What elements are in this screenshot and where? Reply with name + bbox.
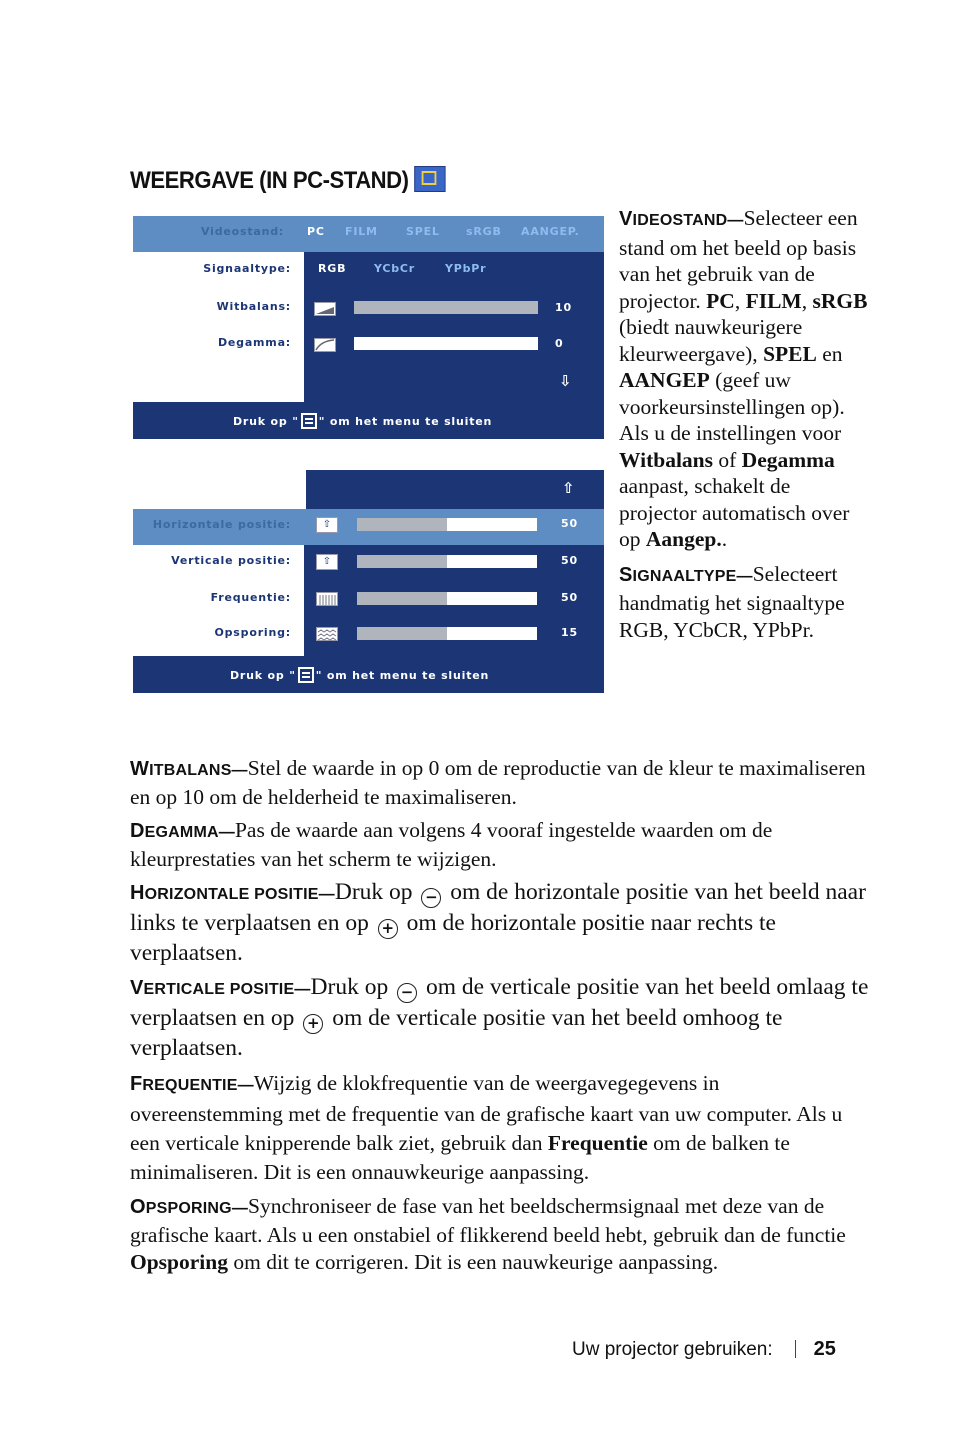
osd1-values-panel [304, 252, 604, 402]
opsporing-paragraph [130, 1193, 870, 1276]
signal-option-ypbpr[interactable]: YPbPr [445, 262, 487, 275]
opsporing-slider[interactable] [357, 627, 537, 640]
freq-bold: Frequentie [547, 1131, 648, 1155]
witbalans-term: WITBALANS— [130, 758, 248, 780]
opsporing-label: Opsporing: [214, 626, 291, 639]
spel-term: SPEL [763, 341, 817, 366]
aangep-note: (geef uw voorkeursinstellingen op). Als u de instellingen voor [619, 368, 845, 445]
signaaltype-paragraph [619, 561, 869, 644]
ops-term: OPSPORING— [130, 1196, 249, 1218]
page-footer [572, 1338, 836, 1361]
horizontale-positie-value: 50 [561, 517, 578, 530]
degamma-term-inline: Degamma [741, 447, 835, 472]
verticale-positie-paragraph [130, 973, 870, 1063]
degamma-icon [314, 338, 336, 352]
degamma-value: 0 [555, 337, 564, 350]
horizontale-positie-paragraph [130, 878, 870, 968]
horizontal-position-icon: ⇧ [316, 517, 338, 533]
frequentie-slider[interactable] [357, 592, 537, 605]
videostand-label: Videostand: [201, 225, 285, 238]
frequentie-fill [357, 592, 447, 605]
frequentie-paragraph [130, 1069, 870, 1187]
aangep-term: AANGEP [619, 368, 710, 392]
witbalans-value: 10 [555, 301, 572, 314]
videostand-text: Selecteer een stand om het beeld op basis van het gebruik van de projector. [619, 206, 858, 313]
witbalans-term-inline: Witbalans [619, 447, 713, 472]
videostand-term: VIDEOSTAND— [619, 208, 744, 230]
tab-srgb[interactable]: sRGB [466, 225, 502, 238]
signaaltype-text: Selecteert handmatig het signaaltype RGB, YCbCR, YPbPr. [619, 561, 845, 642]
freq-term: FREQUENTIE— [130, 1073, 254, 1095]
ops-text-b: om dit te corrigeren. Dit is een nauwkeurige aanpassing. [227, 1250, 719, 1274]
freq-text-a: Wijzig de klokfrequentie van de weergavegegevens in overeenstemming met de frequentie van de grafische kaart van uw computer. Als u een verticale knipperende balk ziet, gebruik dan [130, 1071, 843, 1155]
heading-text: WEERGAVE (IN PC-STAND) [130, 167, 409, 194]
osd1-footer [133, 402, 604, 439]
osd2-footer [133, 656, 604, 693]
degamma-slider[interactable] [354, 337, 538, 350]
plus-button-icon: + [378, 919, 398, 939]
footer-section-title: Uw projector gebruiken: [572, 1339, 773, 1360]
verticale-positie-fill [357, 555, 447, 568]
vertical-position-icon: ⇧ [316, 554, 338, 570]
vpos-term: VERTICALE POSITIE— [130, 977, 311, 999]
film-term: FILM [745, 288, 802, 313]
osd1-labels-panel [133, 252, 304, 402]
plus-button-icon: + [303, 1014, 323, 1034]
signal-option-ycbcr[interactable]: YCbCr [374, 262, 416, 275]
opsporing-value: 15 [561, 626, 578, 639]
tab-aangep[interactable]: AANGEP. [521, 225, 580, 238]
degamma-label: Degamma: [217, 336, 291, 349]
degamma-paragraph [130, 817, 870, 873]
osd1-footer-text [233, 413, 492, 429]
pc-term: PC [706, 288, 735, 313]
menu-icon [298, 667, 314, 683]
hpos-text-c: om de horizontale positie naar rechts te verplaatsen. [130, 910, 776, 966]
period: . [721, 527, 728, 551]
minus-button-icon: − [397, 983, 417, 1003]
ops-bold: Opsporing [130, 1250, 228, 1274]
page-heading [130, 166, 445, 195]
degamma-text: Pas de waarde aan volgens 4 vooraf ingestelde waarden om de kleurprestaties van het scherm te wijzigen. [130, 818, 773, 871]
vpos-text-a: Druk op [310, 974, 395, 1000]
footer-pre: Druk op " [233, 415, 299, 428]
witbalans-paragraph [130, 755, 870, 811]
horizontale-positie-label: Horizontale positie: [152, 518, 291, 531]
minus-button-icon: − [421, 888, 441, 908]
display-settings-icon [414, 166, 445, 192]
signaaltype-term: SIGNAALTYPE— [619, 563, 753, 586]
osd2-top-bar [306, 470, 604, 509]
footer-post: " om het menu te sluiten [315, 669, 490, 682]
osd2-footer-text [230, 667, 489, 683]
tab-pc[interactable]: PC [307, 225, 325, 238]
verticale-positie-label: Verticale positie: [171, 554, 291, 567]
vpos-text-b: om de verticale positie van het beeld omlaag te verplaatsen en op [130, 974, 869, 1031]
hpos-term: HORIZONTALE POSITIE— [130, 882, 335, 904]
vpos-text-c: om de verticale positie van het beeld omhoog te verplaatsen. [130, 1005, 783, 1061]
signal-option-rgb[interactable]: RGB [318, 262, 347, 275]
opsporing-fill [357, 627, 447, 640]
tab-spel[interactable]: SPEL [406, 225, 440, 238]
frequentie-label: Frequentie: [210, 591, 291, 604]
srgb-note: (biedt nauwkeurigere kleurweergave), [619, 315, 803, 366]
hpos-text-a: Druk op [334, 879, 419, 905]
witbalans-text: Stel de waarde in op 0 om de reproductie van de kleur te maximaliseren en op 10 om de helderheid te maximaliseren. [130, 756, 866, 809]
hpos-text-b: om de horizontale positie van het beeld naar links te verplaatsen en op [130, 879, 866, 936]
side-description [619, 205, 869, 643]
witbalans-label: Witbalans: [216, 300, 291, 313]
horizontale-positie-fill [357, 518, 447, 531]
osd-videostand-bar [133, 216, 604, 252]
freq-text-b: om de balken te minimaliseren. Dit is een onnauwkeurige aanpassing. [130, 1131, 790, 1184]
witbalans-slider-fill [354, 301, 538, 314]
verticale-positie-slider[interactable] [357, 555, 537, 568]
tracking-icon [316, 627, 338, 641]
witbalans-slider[interactable] [354, 301, 538, 314]
signaaltype-label: Signaaltype: [203, 262, 291, 275]
tail-text: aanpast, schakelt de projector automatisch over op [619, 474, 850, 551]
footer-pre: Druk op " [230, 669, 296, 682]
scroll-down-icon[interactable]: ⇩ [559, 372, 573, 390]
srgb-term: sRGB [812, 288, 868, 313]
scroll-up-icon[interactable]: ⇧ [562, 479, 576, 497]
witbalans-icon [314, 302, 336, 316]
degamma-term: DEGAMMA— [130, 820, 235, 842]
of-text: of [713, 447, 742, 472]
frequency-icon [316, 592, 338, 606]
page-number: 25 [813, 1338, 836, 1360]
degamma-slider-fill [354, 337, 538, 350]
videostand-paragraph: VIDEOSTAND—Selecteer een stand om het beeld op basis van het gebruik van de projector. PC, FILM, sRGB (biedt nauwkeurigere kleurweergave), SPEL en AANGEP (geef uw voorkeursinstellingen op). Als u de instellingen voor Witbalans of Degamma aanpast, schakelt de projector automatisch over op Aangep.. [619, 206, 868, 551]
footer-post: " om het menu te sluiten [318, 415, 493, 428]
aangep2-term: Aangep. [645, 527, 722, 551]
ops-text-a: Synchroniseer de fase van het beeldschermsignaal met deze van de grafische kaart. Als u een onstabiel of flikkerend beeld hebt, gebruik dan de functie [130, 1194, 846, 1247]
verticale-positie-value: 50 [561, 554, 578, 567]
tab-film[interactable]: FILM [345, 225, 378, 238]
frequentie-value: 50 [561, 591, 578, 604]
menu-icon [301, 413, 317, 429]
horizontale-positie-slider[interactable] [357, 518, 537, 531]
footer-divider [795, 1340, 796, 1358]
en-text: en [816, 341, 843, 366]
